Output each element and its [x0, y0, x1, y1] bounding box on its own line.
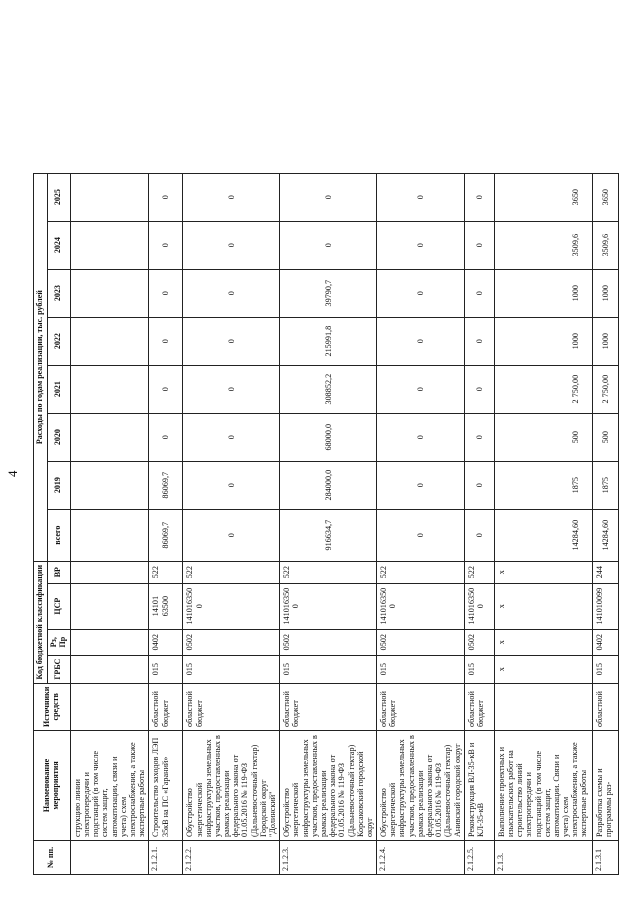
row-grbs: 015: [592, 655, 618, 683]
row-name: струкцию линии электропередачи и подстанций (в том числе систем защит, автоматизации, связи и учета) схем электроснабжения, а также экспертные работы: [70, 731, 149, 841]
row-grbs: [70, 655, 149, 683]
row-year-value: 3509,6: [494, 221, 592, 269]
table-row: [494, 173, 592, 874]
row-csr: 141016350 0: [377, 583, 465, 629]
row-year-value: 0: [183, 365, 280, 413]
header-csr: ЦСР: [47, 583, 70, 629]
row-year-value: 0: [464, 269, 494, 317]
row-rzpr: [70, 629, 149, 655]
row-year-value: 0: [149, 317, 183, 365]
page-number: 4: [5, 470, 20, 477]
row-name: Реконструкция ВЛ-35-кВ и КЛ-35-кВ: [464, 731, 494, 841]
row-rzpr: 0502: [280, 629, 377, 655]
header-year: 2020: [47, 413, 70, 461]
row-year-value: 0: [280, 173, 377, 221]
table-row: [280, 173, 377, 874]
row-csr: [70, 583, 149, 629]
row-number: 2.1.3.: [494, 841, 592, 875]
table-row: [149, 173, 183, 874]
row-name: Выполнение проектных и изыскательских работ на строительство линий электропередачи и подстанций (в том числе систем защит, автоматизации. Связи и учета) схем электроснабжения, а также экспертные работы: [494, 731, 592, 841]
row-year-value: 0: [149, 365, 183, 413]
row-year-value: 0: [183, 461, 280, 509]
row-csr: 14101 63500: [149, 583, 183, 629]
row-year-value: 0: [149, 269, 183, 317]
header-year: 2023: [47, 269, 70, 317]
row-year-value: 0: [377, 173, 465, 221]
row-rzpr: 0402: [592, 629, 618, 655]
row-year-value: 0: [464, 173, 494, 221]
header-year: 2024: [47, 221, 70, 269]
row-vr: 522: [464, 561, 494, 583]
row-source: областной бюджет: [149, 683, 183, 730]
row-vr: [70, 561, 149, 583]
row-year-value: [70, 173, 149, 221]
row-rzpr: 0402: [149, 629, 183, 655]
row-year-value: [70, 221, 149, 269]
row-year-value: [70, 461, 149, 509]
row-year-value: 3650: [592, 173, 618, 221]
table-row: [464, 173, 494, 874]
table-row: [70, 173, 149, 874]
row-grbs: 015: [149, 655, 183, 683]
row-year-value: 0: [377, 317, 465, 365]
row-total: 0: [464, 509, 494, 561]
row-source: областной бюджет: [377, 683, 465, 730]
header-source: Источники средств: [34, 683, 71, 730]
row-year-value: 500: [592, 413, 618, 461]
row-year-value: [70, 269, 149, 317]
row-source: областной бюджет: [280, 683, 377, 730]
row-year-value: 0: [183, 317, 280, 365]
row-total: 14284,60: [494, 509, 592, 561]
row-year-value: 284000,0: [280, 461, 377, 509]
header-num: № пп.: [34, 841, 71, 875]
row-year-value: 2 750,00: [494, 365, 592, 413]
row-year-value: 500: [494, 413, 592, 461]
row-year-value: 0: [149, 413, 183, 461]
header-vr: ВР: [47, 561, 70, 583]
row-year-value: 0: [377, 269, 465, 317]
header-year: 2019: [47, 461, 70, 509]
row-year-value: 0: [183, 413, 280, 461]
row-grbs: 015: [280, 655, 377, 683]
row-year-value: 0: [183, 173, 280, 221]
row-name: Обустройство энергетической инфраструктуры земельных участков, предоставленных в рамках реализации федерального закона от 01.05.2016 № 119-ФЗ (Дальневосточный гектар) Анивский городской округ: [377, 731, 465, 841]
row-grbs: 015: [464, 655, 494, 683]
row-name: Разработка схемы и программы раз-: [592, 731, 618, 841]
row-source: областной бюджет: [464, 683, 494, 730]
row-number: 2.1.3.1: [592, 841, 618, 875]
row-vr: х: [494, 561, 592, 583]
row-source: областной: [592, 683, 618, 730]
row-year-value: 0: [377, 221, 465, 269]
row-name: Строительство заходов ЛЭП 35кВ на ПС «Гараний»: [149, 731, 183, 841]
row-year-value: 3650: [494, 173, 592, 221]
row-year-value: 0: [377, 461, 465, 509]
row-year-value: 1000: [592, 269, 618, 317]
row-vr: 522: [280, 561, 377, 583]
row-year-value: 1000: [494, 317, 592, 365]
row-total: 0: [183, 509, 280, 561]
row-year-value: 0: [149, 173, 183, 221]
row-number: 2.1.2.3.: [280, 841, 377, 875]
row-grbs: х: [494, 655, 592, 683]
row-source: [494, 683, 592, 730]
row-year-value: 1875: [494, 461, 592, 509]
row-year-value: 86069,7: [149, 461, 183, 509]
row-year-value: 39790,7: [280, 269, 377, 317]
header-year: 2025: [47, 173, 70, 221]
row-vr: 244: [592, 561, 618, 583]
row-rzpr: 0502: [464, 629, 494, 655]
row-rzpr: 0502: [183, 629, 280, 655]
row-csr: 141016350 0: [280, 583, 377, 629]
row-year-value: 308852,2: [280, 365, 377, 413]
expenses-table: [33, 173, 619, 875]
row-csr: х: [494, 583, 592, 629]
row-year-value: 215991,8: [280, 317, 377, 365]
row-total: [70, 509, 149, 561]
header-kbk: Код бюджетной классификации: [34, 561, 48, 683]
row-year-value: 3509,6: [592, 221, 618, 269]
header-year: 2022: [47, 317, 70, 365]
row-total: 916634,7: [280, 509, 377, 561]
row-year-value: 1875: [592, 461, 618, 509]
row-year-value: [70, 365, 149, 413]
row-year-value: 2 750,00: [592, 365, 618, 413]
table-body: [70, 173, 618, 874]
row-year-value: 68000,0: [280, 413, 377, 461]
row-year-value: 0: [183, 269, 280, 317]
header-grbs: ГРБС: [47, 655, 70, 683]
row-total: 86069,7: [149, 509, 183, 561]
table-row: [592, 173, 618, 874]
row-name: Обустройство энергетической инфраструктуры земельных участков, предоставленных в рамках реализации федерального закона от 01.05.2016 № 119-ФЗ (Дальневосточный гектар) Корсаковский городской округ: [280, 731, 377, 841]
row-year-value: [70, 317, 149, 365]
row-year-value: 1000: [592, 317, 618, 365]
row-year-value: 0: [377, 413, 465, 461]
row-grbs: 015: [377, 655, 465, 683]
header-year: 2021: [47, 365, 70, 413]
row-year-value: 0: [149, 221, 183, 269]
row-name: Обустройство энергетической инфраструктуры земельных участков, предоставленных в рамках реализации федерального закона от 01.05.2016 № 119-ФЗ (Дальневосточный гектар) Городской округ "Долинский": [183, 731, 280, 841]
header-total: всего: [47, 509, 70, 561]
row-total: 0: [377, 509, 465, 561]
row-year-value: 0: [464, 221, 494, 269]
row-year-value: 0: [183, 221, 280, 269]
row-source: областной бюджет: [183, 683, 280, 730]
row-year-value: 1000: [494, 269, 592, 317]
row-year-value: 0: [377, 365, 465, 413]
row-source: [70, 683, 149, 730]
row-vr: 522: [183, 561, 280, 583]
row-csr: 141010099: [592, 583, 618, 629]
row-number: [70, 841, 149, 875]
row-number: 2.1.2.5.: [464, 841, 494, 875]
row-csr: 141016350 0: [183, 583, 280, 629]
row-number: 2.1.2.1.: [149, 841, 183, 875]
row-number: 2.1.2.2.: [183, 841, 280, 875]
row-vr: 522: [377, 561, 465, 583]
row-year-value: 0: [464, 461, 494, 509]
row-number: 2.1.2.4.: [377, 841, 465, 875]
row-vr: 522: [149, 561, 183, 583]
row-csr: 141016350 0: [464, 583, 494, 629]
row-total: 14284,60: [592, 509, 618, 561]
table-row: [377, 173, 465, 874]
header-expenses: Расходы по годам реализации, тыс. рублей: [34, 173, 48, 561]
header-rzpr: Рз, Пр: [47, 629, 70, 655]
header-name: Наименование мероприятия: [34, 731, 71, 841]
row-year-value: 0: [464, 365, 494, 413]
row-year-value: 0: [464, 317, 494, 365]
row-rzpr: х: [494, 629, 592, 655]
row-year-value: 0: [464, 413, 494, 461]
row-year-value: 0: [280, 221, 377, 269]
row-year-value: [70, 413, 149, 461]
row-rzpr: 0502: [377, 629, 465, 655]
table-row: [183, 173, 280, 874]
row-grbs: 015: [183, 655, 280, 683]
